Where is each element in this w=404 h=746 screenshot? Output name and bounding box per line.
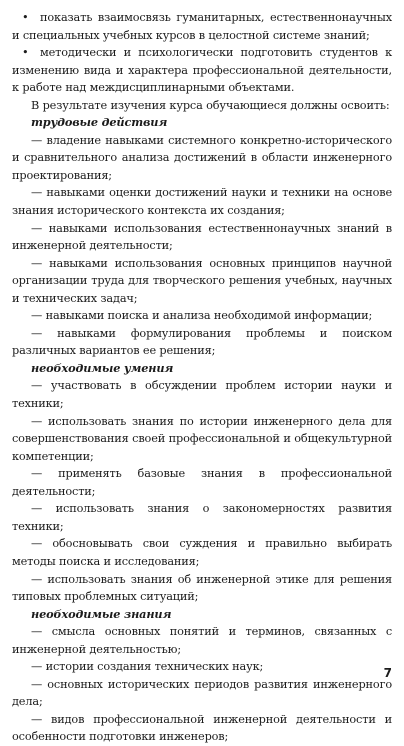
list-item: — обосновывать свои суждения и правильно выбирать методы поиска и исследования;	[12, 537, 392, 568]
section-heading-knowledge: необходимые знания	[31, 606, 172, 621]
list-item: — основных исторических периодов развития инженерного дела;	[12, 677, 392, 709]
list-item: — смысла основных понятий и терминов, связанных с инженерной деятельностью;	[12, 625, 392, 656]
section-heading-skills: необходимые умения	[31, 360, 174, 375]
page-body	[12, 9, 392, 746]
list-item: — навыками формулирования проблемы и поиском различных вариантов ее решения;	[12, 326, 392, 358]
list-item: — навыками использования естественнонаучных знаний в инженерной деятельности;	[12, 221, 392, 253]
list-item: — владение навыками системного конкретно-исторического и сравнительного анализа достижений в области инженерного проектирования;	[12, 133, 392, 182]
intro-bullet: • показать взаимосвязь гуманитарных, естественнонаучных и специальных учебных курсов в целостной системе знаний;	[12, 9, 392, 44]
section-heading-labor-actions: трудовые действия	[31, 115, 168, 130]
list-item: — навыками оценки достижений науки и техники на основе знания исторического контекста их создания;	[12, 186, 392, 218]
list-item: — навыками использования основных принципов научной организации труда для творческого решения учебных, научных и технических задач;	[12, 256, 392, 305]
list-item: — использовать знания по истории инженерного дела для совершенствования своей профессиональной и общекультурной компетенции;	[12, 414, 392, 463]
intro-sentence: В результате изучения курса обучающиеся должны освоить:	[31, 98, 390, 112]
intro-bullet: • методически и психологически подготовить студентов к изменению вида и характера профессиональной деятельности, к работе над междисциплинарными объектами.	[12, 44, 392, 97]
list-item: — использовать знания об инженерной этике для решения типовых проблемных ситуаций;	[12, 572, 392, 604]
list-item: — применять базовые знания в профессиональной деятельности;	[12, 467, 392, 498]
list-item: — участвовать в обсуждении проблем истории науки и техники;	[12, 379, 392, 411]
list-item: — видов профессиональной инженерной деятельности и особенности подготовки инженеров;	[12, 712, 392, 744]
list-item: — навыками поиска и анализа необходимой информации;	[31, 309, 373, 323]
page-number: 7	[383, 666, 392, 680]
list-item: — истории создания технических наук;	[31, 660, 264, 674]
list-item: — использовать знания о закономерностях развития техники;	[12, 502, 392, 533]
